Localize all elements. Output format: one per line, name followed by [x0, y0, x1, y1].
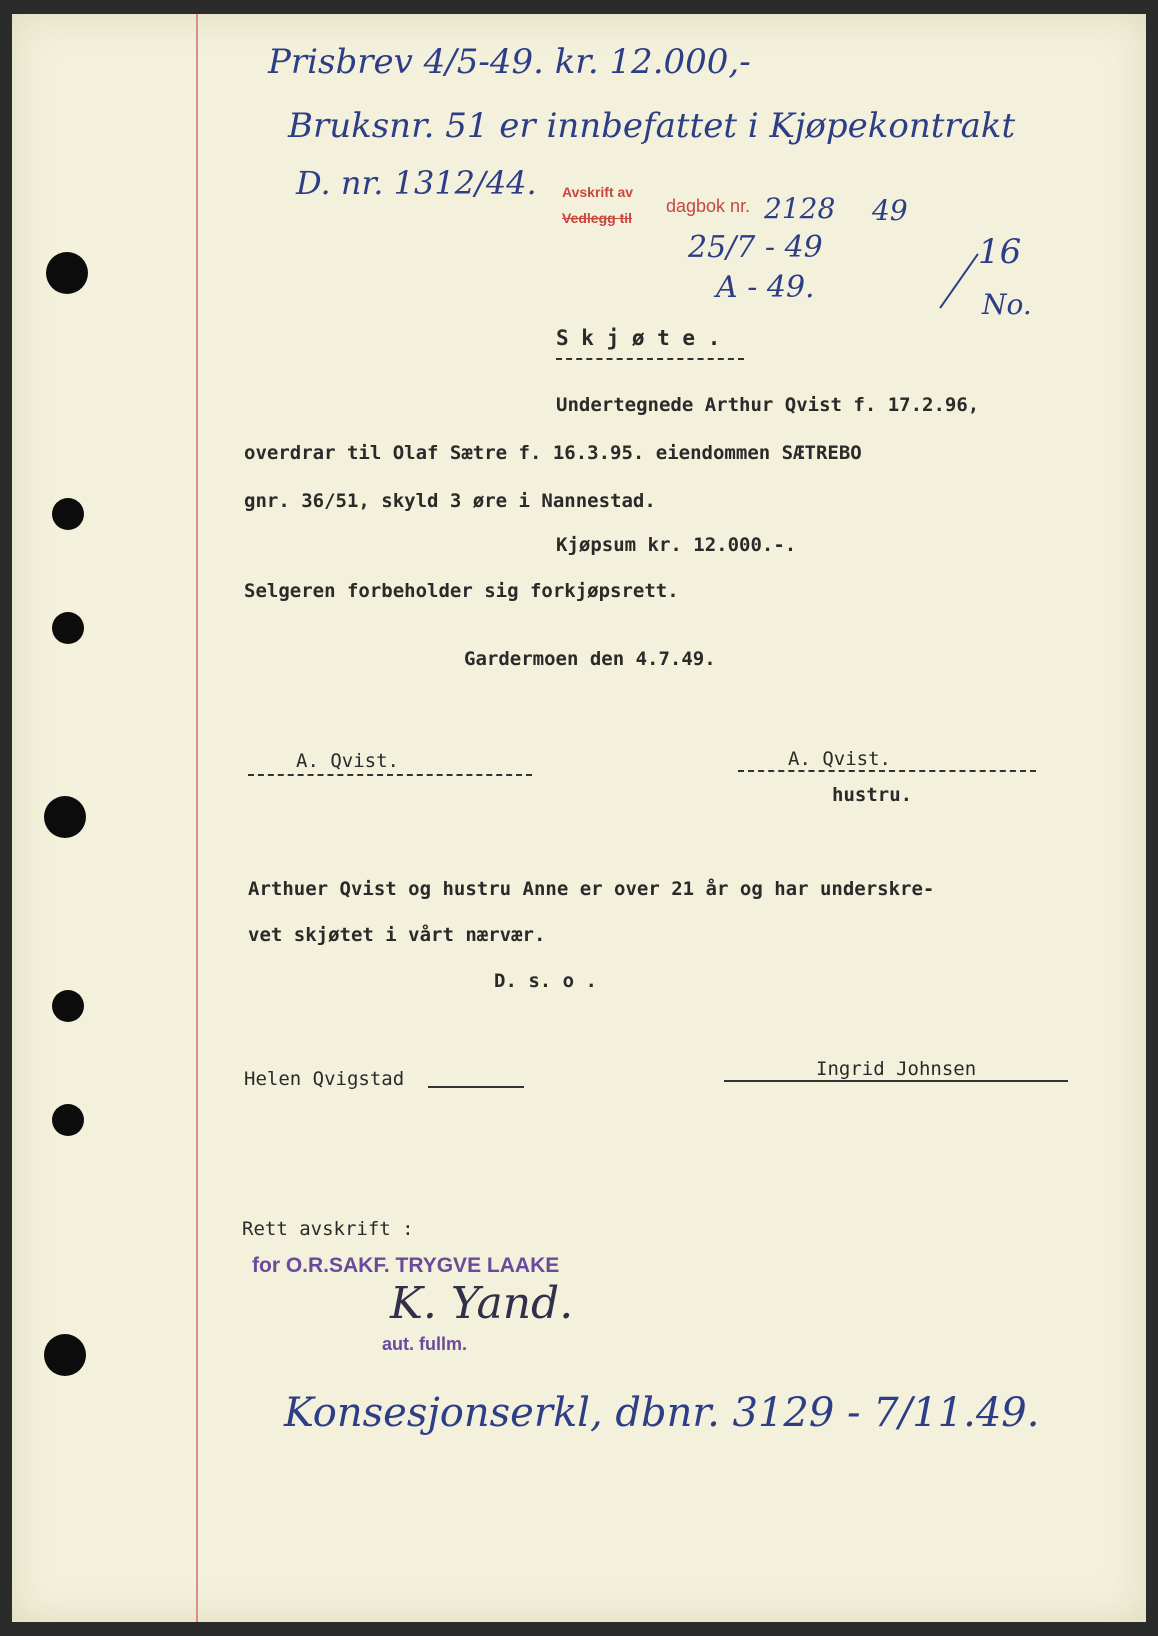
corner-number: 16	[978, 232, 1022, 272]
margin-line	[196, 14, 198, 1622]
body-line-3: gnr. 36/51, skyld 3 øre i Nannestad.	[244, 490, 656, 512]
dagbok-year: 49	[872, 194, 908, 227]
certified-copy-label: Rett avskrift :	[242, 1218, 414, 1240]
corner-no: No.	[982, 288, 1032, 321]
dso: D. s. o .	[494, 970, 597, 992]
witness-signature-2: Ingrid Johnsen	[816, 1058, 977, 1080]
handwritten-line-1: Prisbrev 4/5-49. kr. 12.000,-	[268, 42, 751, 82]
document-title: S k j ø t e .	[556, 326, 721, 350]
stamp-authorization: aut. fullm.	[382, 1334, 467, 1354]
title-underline	[556, 358, 744, 360]
handwritten-signature: K. Yand.	[390, 1278, 574, 1329]
witness-signature-1: Helen Qvigstad	[244, 1068, 405, 1090]
signature-line-right	[738, 770, 1036, 772]
place-date: Gardermoen den 4.7.49.	[464, 648, 716, 670]
concession-note: Konsesjonserkl, dbnr. 3129 - 7/11.49.	[284, 1390, 1040, 1436]
seller-signature: A. Qvist.	[296, 750, 399, 772]
stamp-dagbok-label: dagbok nr.	[666, 196, 751, 216]
stamp-avskrift: Avskrift av	[562, 184, 634, 200]
punch-hole	[46, 252, 88, 294]
witness-line-1: Arthuer Qvist og hustru Anne er over 21 år og har underskre-	[248, 878, 935, 900]
punch-hole	[52, 990, 84, 1022]
signature-line-left	[248, 774, 532, 776]
punch-hole	[52, 1104, 84, 1136]
witness-line-2: vet skjøtet i vårt nærvær.	[248, 924, 546, 946]
punch-hole	[52, 498, 84, 530]
handwritten-date: 25/7 - 49	[688, 230, 823, 265]
spouse-role: hustru.	[832, 784, 913, 806]
dagbok-number: 2128	[764, 192, 836, 225]
stamp-vedlegg: Vedlegg til	[562, 210, 633, 226]
punch-hole	[44, 1334, 86, 1376]
body-line-2: overdrar til Olaf Sætre f. 16.3.95. eiendommen SÆTREBO	[244, 442, 862, 464]
spouse-signature: A. Qvist.	[788, 748, 891, 770]
punch-hole	[52, 612, 84, 644]
body-line-4: Kjøpsum kr. 12.000.-.	[556, 534, 797, 556]
punch-hole	[44, 796, 86, 838]
stamp-firm: for O.R.SAKF. TRYGVE LAAKE	[252, 1254, 560, 1277]
body-line-1: Undertegnede Arthur Qvist f. 17.2.96,	[556, 394, 980, 416]
witness-line-left	[428, 1086, 524, 1088]
handwritten-code: A - 49.	[716, 270, 815, 305]
handwritten-line-3: D. nr. 1312/44.	[296, 164, 537, 202]
body-line-5: Selgeren forbeholder sig forkjøpsrett.	[244, 580, 679, 602]
witness-line-right	[724, 1080, 1068, 1082]
handwritten-line-2: Bruksnr. 51 er innbefattet i Kjøpekontrakt	[288, 106, 1016, 146]
